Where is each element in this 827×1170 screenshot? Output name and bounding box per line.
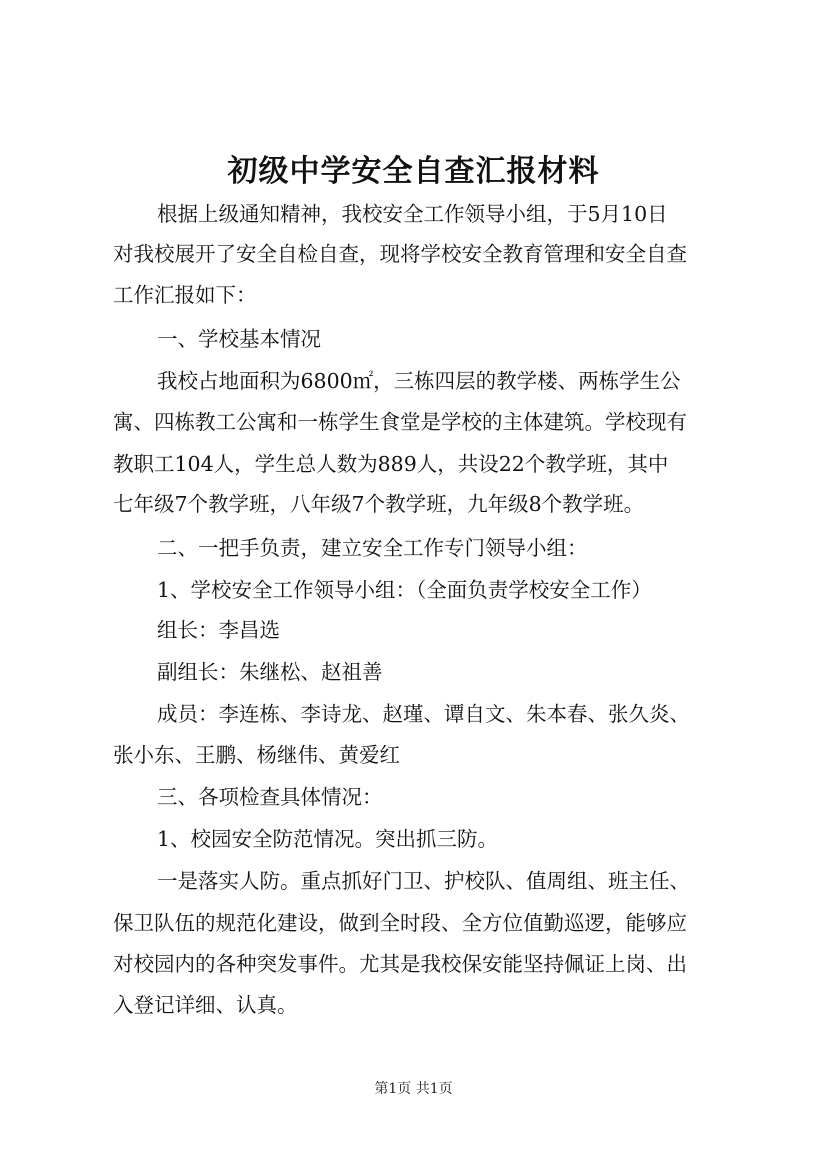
paragraph-line: 组长：李昌选 bbox=[157, 618, 280, 642]
paragraph-line: 一是落实人防。重点抓好门卫、护校队、值周组、班主任、 bbox=[157, 869, 690, 893]
paragraph-line: 寓、四栋教工公寓和一栋学生食堂是学校的主体建筑。学校现有 bbox=[113, 410, 687, 434]
paragraph-line: 张小东、王鹏、杨继伟、黄爱红 bbox=[113, 743, 400, 767]
paragraph-line: 教职工104人，学生总人数为889人，共设22个教学班，其中 bbox=[113, 452, 669, 476]
section-heading: 一、学校基本情况 bbox=[157, 327, 321, 351]
paragraph-line: 成员：李连栋、李诗龙、赵瑾、谭自文、朱本春、张久炎、 bbox=[157, 702, 690, 726]
section-heading: 三、各项检查具体情况： bbox=[157, 785, 383, 809]
paragraph-line: 对校园内的各种突发事件。尤其是我校保安能坚持佩证上岗、出 bbox=[113, 952, 687, 976]
paragraph-line: 副组长：朱继松、赵祖善 bbox=[157, 660, 383, 684]
paragraph-line: 我校占地面积为6800㎡，三栋四层的教学楼、两栋学生公 bbox=[157, 369, 681, 393]
page-footer: 第1页 共1页 bbox=[374, 1081, 453, 1097]
paragraph-line: 1、学校安全工作领导小组：（全面负责学校安全工作） bbox=[157, 578, 652, 602]
paragraph-line: 对我校展开了安全自检自查，现将学校安全教育管理和安全自查 bbox=[113, 242, 687, 266]
section-heading: 二、一把手负责，建立安全工作专门领导小组： bbox=[157, 536, 588, 560]
paragraph-line: 入登记详细、认真。 bbox=[113, 993, 298, 1017]
paragraph-line: 保卫队伍的规范化建设，做到全时段、全方位值勤巡逻，能够应 bbox=[113, 911, 687, 935]
paragraph-line: 七年级7个教学班，八年级7个教学班，九年级8个教学班。 bbox=[113, 492, 645, 516]
document-title: 初级中学安全自查汇报材料 bbox=[227, 154, 600, 189]
paragraph-line: 工作汇报如下： bbox=[113, 283, 257, 307]
paragraph-line: 根据上级通知精神，我校安全工作领导小组，于5月10日 bbox=[157, 202, 668, 226]
paragraph-line: 1、校园安全防范情况。突出抓三防。 bbox=[157, 827, 499, 851]
